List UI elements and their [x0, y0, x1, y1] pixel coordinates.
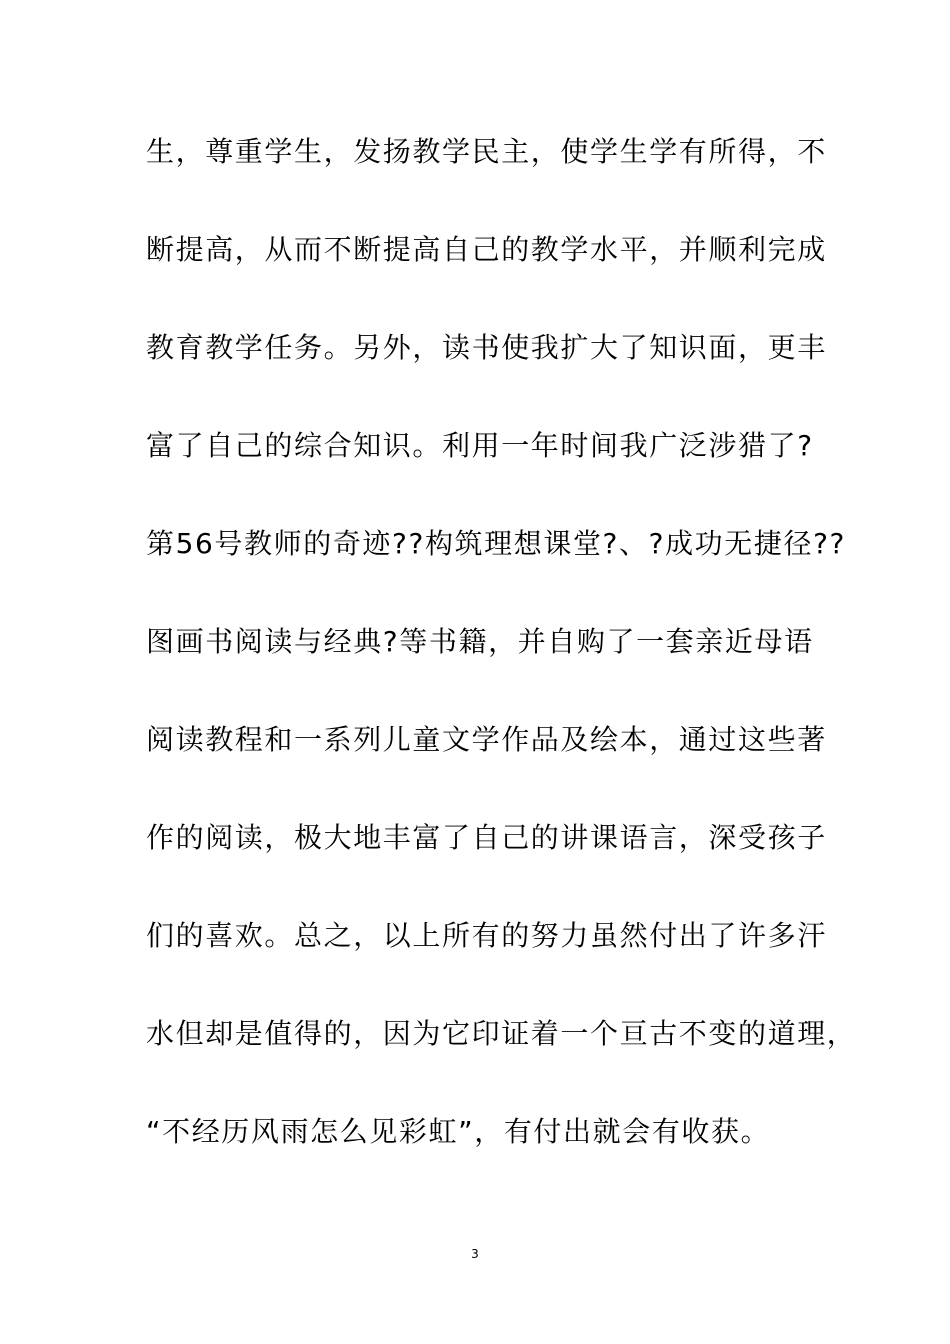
- text-line-11: “不经历风雨怎么见彩虹”，有付出就会有收获。: [146, 1115, 771, 1148]
- body-text: [146, 128, 857, 1206]
- text-line-5: 第56号教师的奇迹??构筑理想课堂?、?成功无捷径??: [146, 527, 846, 560]
- text-line-6: 图画书阅读与经典?等书籍，并自购了一套亲近母语: [146, 625, 814, 658]
- text-line-8: 作的阅读，极大地丰富了自己的讲课语言，深受孩子: [146, 821, 827, 854]
- text-line-9: 们的喜欢。总之，以上所有的努力虽然付出了许多汗: [146, 919, 827, 952]
- text-line-10: 水但却是值得的，因为它印证着一个亘古不变的道理，: [146, 1017, 857, 1050]
- text-line-3: 教育教学任务。另外，读书使我扩大了知识面，更丰: [146, 331, 827, 364]
- text-line-7: 阅读教程和一系列儿童文学作品及绘本，通过这些著: [146, 723, 827, 756]
- page-number: 3: [471, 1247, 479, 1261]
- text-line-1: 生，尊重学生，发扬教学民主，使学生学有所得，不: [146, 135, 827, 168]
- text-line-4: 富了自己的综合知识。利用一年时间我广泛涉猎了?: [146, 429, 814, 462]
- text-line-2: 断提高，从而不断提高自己的教学水平，并顺利完成: [146, 233, 827, 266]
